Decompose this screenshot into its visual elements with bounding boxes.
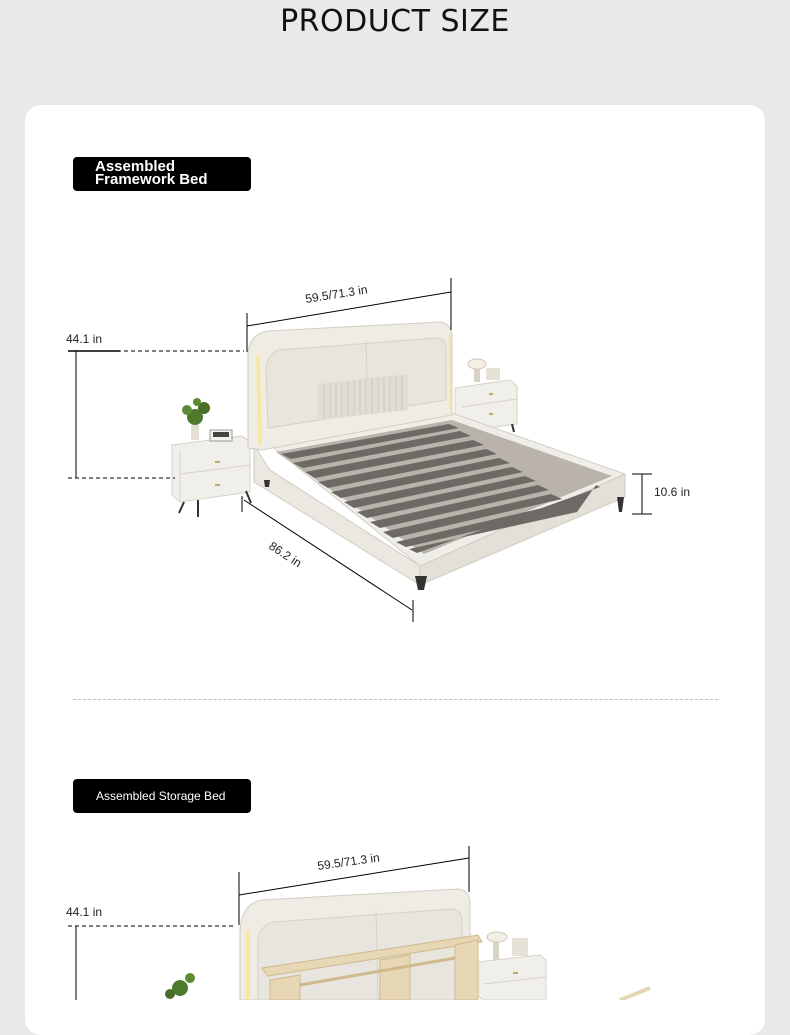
framework-bed-illustration [172, 322, 625, 590]
frame-height-dimension-label: 10.6 in [654, 485, 691, 499]
storage-bed-illustration [165, 889, 650, 1000]
storage-width-dimension-label: 59.5/71.3 in [316, 850, 381, 873]
height-dimension-label: 44.1 in [66, 332, 103, 346]
width-dimension-label: 59.5/71.3 in [304, 282, 369, 306]
length-dimension-label: 86.2 in [266, 538, 305, 571]
section-label-storage-bed: Assembled Storage Bed [73, 779, 251, 813]
section-label-line-1: Assembled [95, 158, 176, 175]
section-label-line-2: Framework Bed [95, 171, 208, 188]
left-nightstand [172, 398, 251, 517]
page-title: PRODUCT SIZE [280, 4, 510, 39]
storage-height-dimension-label: 44.1 in [66, 905, 103, 919]
